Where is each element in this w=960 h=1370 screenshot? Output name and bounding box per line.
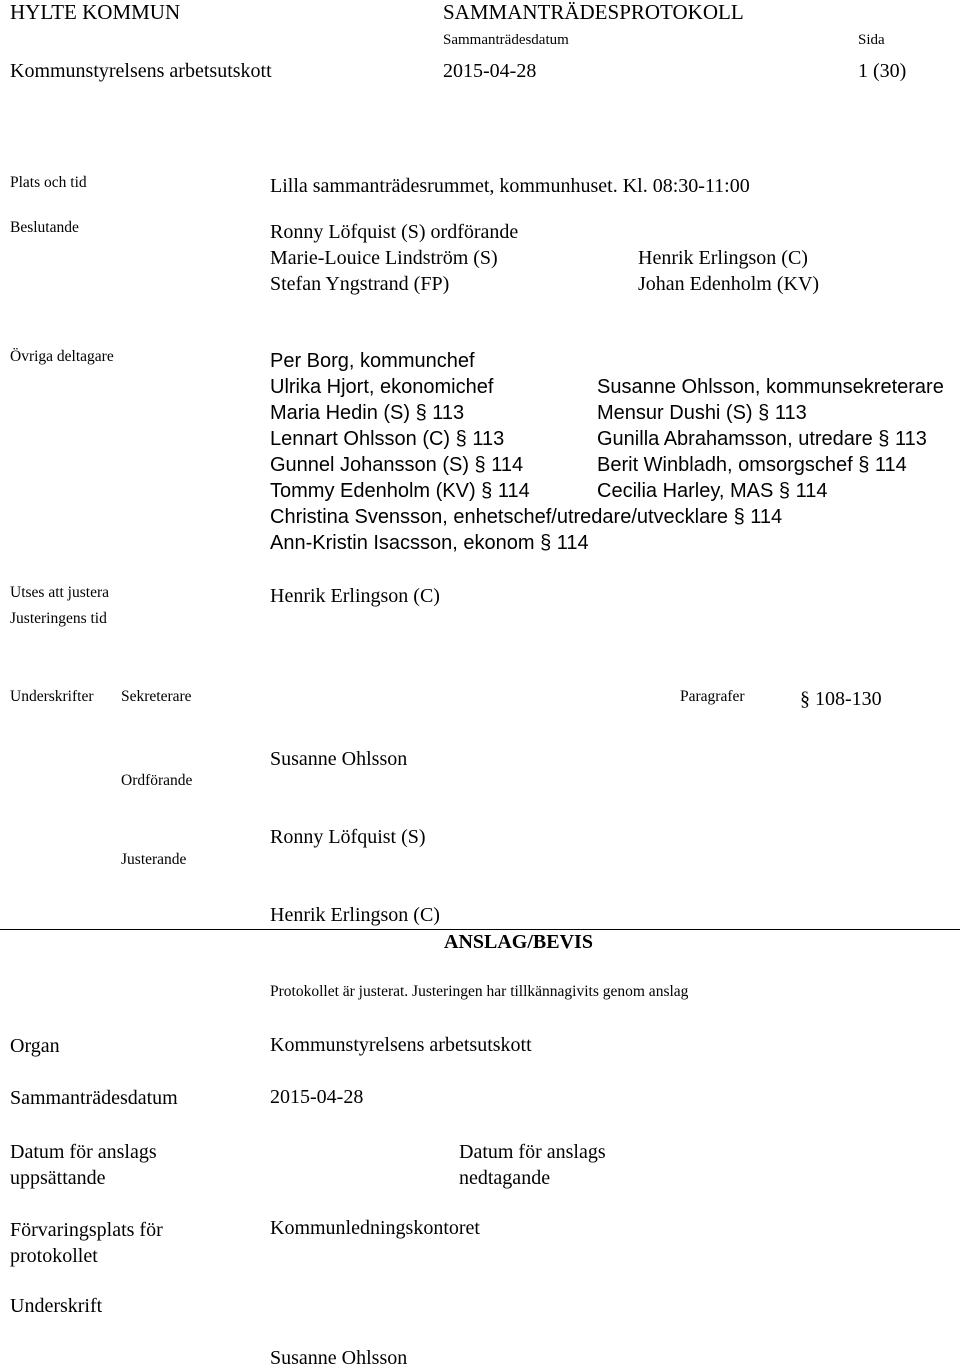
participant: Christina Svensson, enhetschef/utredare/utvecklare § 114 (270, 506, 783, 528)
participant: Ann-Kristin Isacsson, ekonom § 114 (270, 532, 589, 554)
secretary-name: Susanne Ohlsson (270, 748, 408, 770)
notice-statement: Protokollet är justerat. Justeringen har tillkännagivits genom anslag (270, 983, 689, 1000)
decision-maker: Marie-Louice Lindström (S) (270, 247, 498, 269)
paragraphs-label: Paragrafer (680, 688, 745, 705)
other-participants-label: Övriga deltagare (10, 348, 114, 365)
place-value: Lilla sammanträdesrummet, kommunhuset. Kl. 08:30-11:00 (270, 175, 750, 197)
participant: Mensur Dushi (S) § 113 (597, 402, 807, 424)
decision-maker: Ronny Löfquist (S) ordförande (270, 221, 519, 243)
notice-title: ANSLAG/BEVIS (444, 931, 593, 953)
participant: Cecilia Harley, MAS § 114 (597, 480, 828, 502)
page-number: 1 (30) (858, 60, 907, 82)
participant: Gunilla Abrahamsson, utredare § 113 (597, 428, 927, 450)
signatures-label: Underskrifter (10, 688, 94, 705)
decision-maker: Stefan Yngstrand (FP) (270, 273, 450, 295)
decision-makers-label: Beslutande (10, 219, 79, 236)
chair-label: Ordförande (121, 772, 193, 789)
participant: Maria Hedin (S) § 113 (270, 402, 465, 424)
participant: Susanne Ohlsson, kommunsekreterare (597, 376, 944, 398)
participant: Gunnel Johansson (S) § 114 (270, 454, 524, 476)
secretary-label: Sekreterare (121, 688, 192, 705)
adjustment-time-label: Justeringens tid (10, 610, 107, 627)
participant: Tommy Edenholm (KV) § 114 (270, 480, 530, 502)
section-divider (0, 929, 960, 930)
place-label: Plats och tid (10, 174, 87, 191)
notice-date-label: Sammanträdesdatum (10, 1087, 178, 1109)
decision-maker: Johan Edenholm (KV) (638, 273, 820, 295)
participant: Lennart Ohlsson (C) § 113 (270, 428, 505, 450)
notice-date-value: 2015-04-28 (270, 1086, 364, 1108)
adjuster-label: Justerande (121, 851, 187, 868)
chair-name: Ronny Löfquist (S) (270, 826, 426, 848)
removed-date-label: Datum för anslags nedtagande (459, 1141, 606, 1189)
date-label: Sammanträdesdatum (443, 32, 569, 48)
adjuster-appointed-label: Utses att justera (10, 584, 110, 601)
document-type: SAMMANTRÄDESPROTOKOLL (443, 0, 744, 24)
posted-date-label: Datum för anslags uppsättande (10, 1141, 157, 1189)
storage-label: Förvaringsplats för protokollet (10, 1219, 163, 1267)
participant: Per Borg, kommunchef (270, 350, 475, 372)
signature-label: Underskrift (10, 1295, 103, 1317)
participant: Ulrika Hjort, ekonomichef (270, 376, 494, 398)
signature-name: Susanne Ohlsson (270, 1347, 408, 1369)
page-label: Sida (858, 32, 885, 48)
adjuster-name: Henrik Erlingson (C) (270, 904, 440, 926)
storage-value: Kommunledningskontoret (270, 1217, 480, 1239)
decision-maker: Henrik Erlingson (C) (638, 247, 808, 269)
participant: Berit Winbladh, omsorgschef § 114 (597, 454, 907, 476)
committee-name: Kommunstyrelsens arbetsutskott (10, 60, 272, 82)
meeting-date: 2015-04-28 (443, 60, 537, 82)
organ-value: Kommunstyrelsens arbetsutskott (270, 1034, 532, 1056)
paragraphs-value: § 108-130 (800, 688, 882, 710)
adjuster-appointed-value: Henrik Erlingson (C) (270, 585, 440, 607)
municipality-name: HYLTE KOMMUN (10, 0, 181, 24)
organ-label: Organ (10, 1035, 60, 1057)
